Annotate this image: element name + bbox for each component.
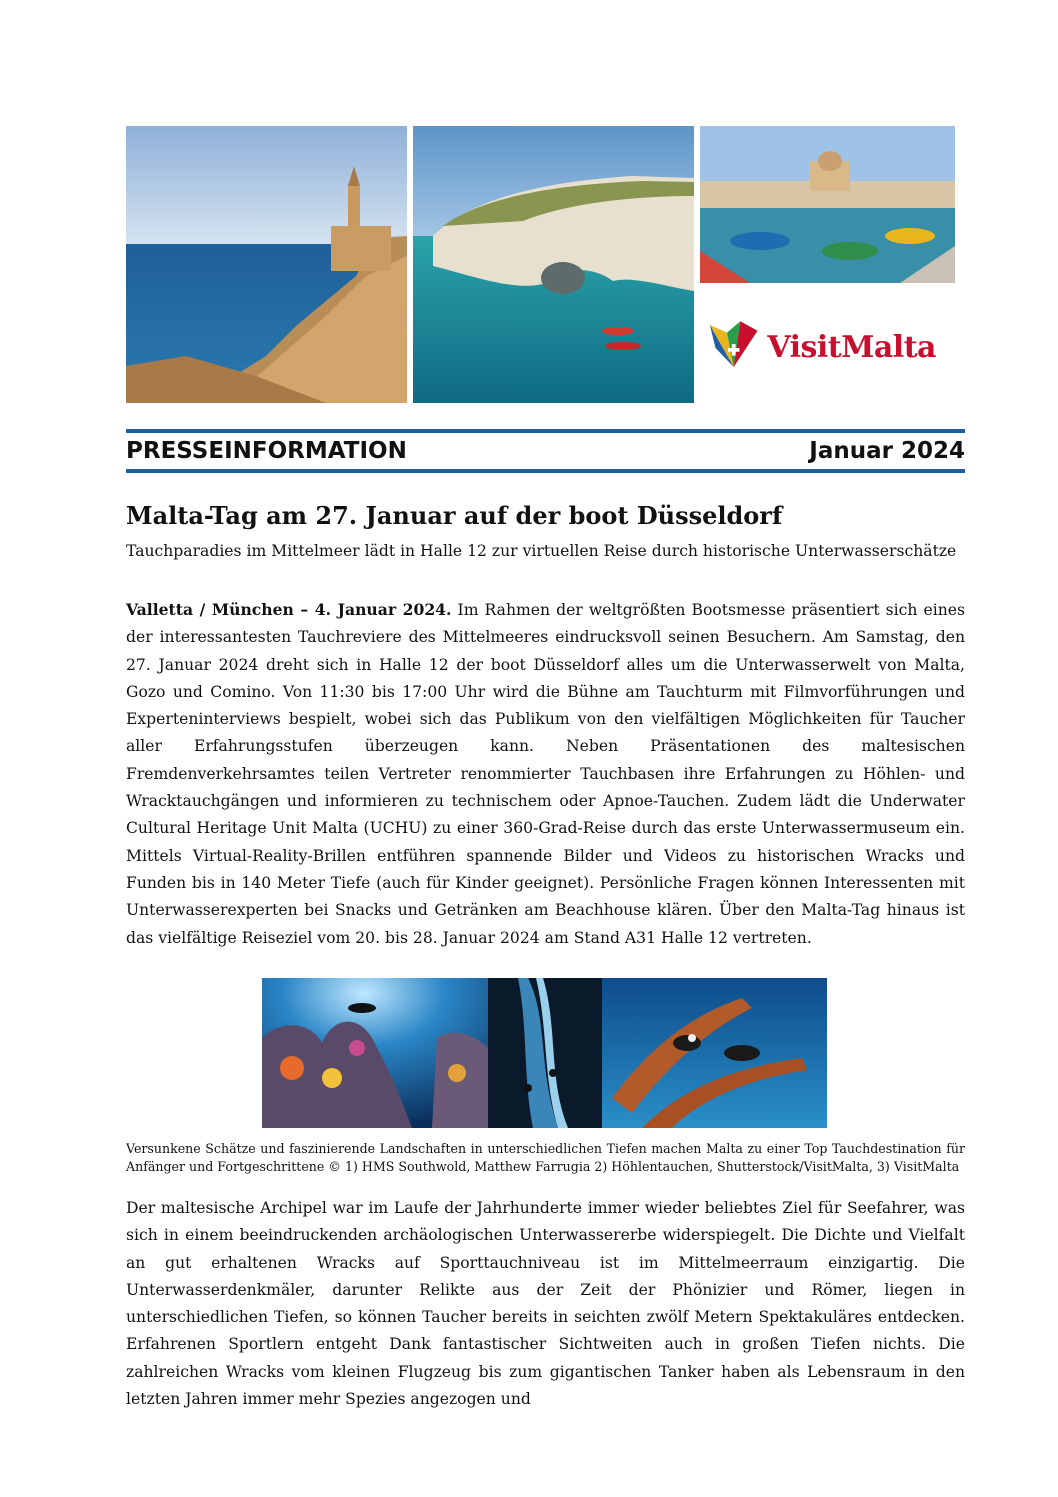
press-info-label: PRESSEINFORMATION <box>126 438 407 464</box>
banner-rule-top <box>126 429 965 433</box>
banner-rule-bottom <box>126 469 965 473</box>
photo-caption: Versunkene Schätze und faszinierende Landschaften in unterschiedlichen Tiefen machen Malta zu einer Top Tauchdestination für Anfänger und Fortgeschrittene © 1) HMS Southwold, Matthew Farrugia 2) Höhlentauchen, Shutterstock/VisitMalta, 3) VisitMalta <box>126 1141 965 1174</box>
visitmalta-logo-mark-icon <box>706 318 761 376</box>
marsaxlokk-harbour-photo <box>700 126 955 283</box>
article-paragraph-1 <box>126 596 965 952</box>
article-title: Malta-Tag am 27. Januar auf der boot Düsseldorf <box>126 501 783 530</box>
visitmalta-logo <box>706 316 936 378</box>
cave-diving-photo <box>488 978 602 1128</box>
article-paragraph-2: Der maltesische Archipel war im Laufe der Jahrhunderte immer wieder beliebtes Ziel für Seefahrer, was sich in einem beeindruckenden archäologischen Unterwassererbe widerspiegelt. Die Dichte und Vielfalt an gut erhaltenen Wracks auf Sporttauchniveau ist im Mittelmeerraum einzigartig. Die Unterwasserdenkmäler, darunter Relikte aus der Zeit der Phönizier und Römer, liegen in unterschiedlichen Tiefen, so können Taucher bereits in seichten zwölf Metern Spektakuläres entdecken. Erfahrenen Sportlern entgeht Dank fantastischer Sichtweiten auch in großen Tiefen nichts. Die zahlreichen Wracks vom kleinen Flugzeug bis zum gigantischen Tanker haben als Lebensraum in den letzten Jahren immer mehr Spezies angezogen und <box>126 1199 965 1409</box>
article-subtitle: Tauchparadies im Mittelmeer lädt in Halle 12 zur virtuellen Reise durch historische Unterwasserschätze <box>126 542 957 560</box>
white-cliffs-kayak-photo <box>413 126 694 403</box>
dateline: Valletta / München – 4. Januar 2024. <box>126 600 452 619</box>
issue-date-label: Januar 2024 <box>809 438 965 464</box>
valletta-coast-photo <box>126 126 407 403</box>
reef-diver-photo <box>262 978 488 1128</box>
visitmalta-logo-text: VisitMalta <box>767 329 936 365</box>
wreck-divers-photo <box>602 978 827 1128</box>
paragraph-1-text: Im Rahmen der weltgrößten Bootsmesse präsentiert sich eines der interessantesten Tauchreviere des Mittelmeeres eindrucksvoll seinen Besuchern. Am Samstag, den 27. Januar 2024 dreht sich in Halle 12 der boot Düsseldorf alles um die Unterwasserwelt von Malta, Gozo und Comino. Von 11:30 bis 17:00 Uhr wird die Bühne am Tauchturm mit Filmvorführungen und Experteninterviews bespielt, wobei sich das Publikum von den vielfältigen Möglichkeiten für Taucher aller Erfahrungsstufen überzeugen kann. Neben Präsentationen des maltesischen Fremdenverkehrsamtes teilen Vertreter renommierter Tauchbasen ihre Erfahrungen zu Höhlen- und Wracktauchgängen und informieren zu technischem oder Apnoe-Tauchen. Zudem lädt die Underwater Cultural Heritage Unit Malta (UCHU) zu einer 360-Grad-Reise durch das erste Unterwassermuseum ein. Mittels Virtual-Reality-Brillen entführen spannende Bilder und Videos zu historischen Wracks und Funden bis in 140 Meter Tiefe (auch für Kinder geeignet). Persönliche Fragen können Interessenten mit Unterwasserexperten bei Snacks und Getränken am Beachhouse klären. Über den Malta-Tag hinaus ist das vielfältige Reiseziel vom 20. bis 28. Januar 2024 am Stand A31 Halle 12 vertreten. <box>126 601 965 947</box>
